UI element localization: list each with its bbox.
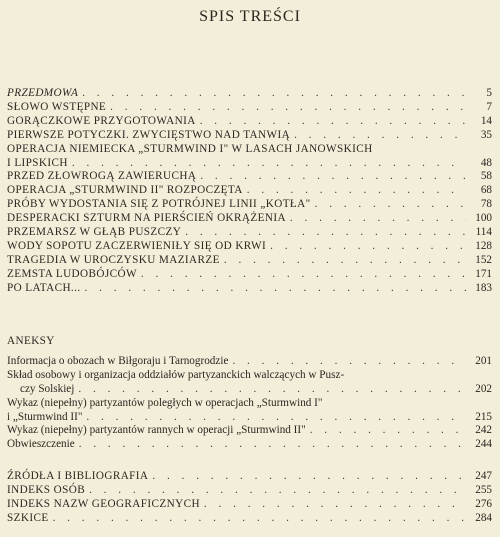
dot-leader [53, 512, 466, 526]
dot-leader [78, 383, 466, 397]
dot-leader [224, 254, 466, 268]
toc-entry [7, 212, 492, 226]
toc-entry [7, 157, 492, 171]
toc-entry [7, 268, 492, 282]
back-matter-list [7, 470, 492, 526]
toc-entry-title: czy Solskiej [20, 382, 75, 395]
toc-entry-title: I LIPSKICH [7, 156, 68, 169]
toc-entry-title: OPERACJA NIEMIECKA „STURMWIND I" W LASACH JANOWSKICH [7, 142, 373, 155]
dot-leader [185, 226, 466, 240]
toc-entry-page: 255 [475, 483, 492, 496]
dot-leader [310, 424, 466, 438]
toc-entry [7, 143, 492, 157]
toc-entry-title: INDEKS NAZW GEOGRAFICZNYCH [7, 497, 200, 510]
toc-entry-title: Wykaz (niepełny) partyzantów rannych w operacji „Sturmwind II" [7, 424, 306, 437]
toc-entry-page: 58 [480, 170, 492, 183]
toc-entry-page: 242 [475, 424, 492, 437]
toc-entry [7, 424, 492, 438]
toc-entry-title: PRÓBY WYDOSTANIA SIĘ Z POTRÓJNEJ LINII „KOTŁA" [7, 198, 311, 211]
dot-leader [86, 411, 466, 425]
toc-entry-page: 68 [480, 184, 492, 197]
toc-entry-page: 201 [475, 354, 492, 367]
dot-leader [82, 87, 466, 101]
toc-entry-title: TRAGEDIA W UROCZYSKU MAZIARZE [7, 253, 220, 266]
toc-entry [7, 470, 492, 484]
dot-leader [204, 498, 466, 512]
toc-entry-page: 7 [486, 100, 492, 113]
toc-entry-page: 5 [486, 87, 492, 99]
dot-leader [232, 355, 466, 369]
dot-leader [315, 198, 466, 212]
toc-entry-title: GORĄCZKOWE PRZYGOTOWANIA [7, 114, 196, 127]
toc-entry-title: Informacja o obozach w Biłgoraju i Tarnogrodzie [7, 354, 229, 367]
toc-entry [7, 226, 492, 240]
toc-entry-title: INDEKS OSÓB [7, 483, 86, 496]
dot-leader [110, 101, 466, 115]
toc-entry-title: PRZEDMOWA [7, 87, 79, 99]
toc-entry-page: 183 [475, 281, 492, 294]
dot-leader [200, 170, 466, 184]
toc-entry-title: DESPERACKI SZTURM NA PIERŚCIEŃ OKRĄŻENIA [7, 212, 286, 225]
toc-entry-title: Obwieszczenie [7, 438, 75, 451]
dot-leader [152, 470, 466, 484]
dot-leader [290, 212, 466, 226]
toc-entry [7, 484, 492, 498]
toc-entry-title: PRZED ZŁOWROGĄ ZAWIERUCHĄ [7, 170, 197, 183]
toc-entry-title: OPERACJA „STURMWIND II" ROZPOCZĘTA [7, 184, 243, 197]
chapters-list [7, 87, 492, 296]
toc-entry [7, 101, 492, 115]
toc-entry-title: i „Sturmwind II" [7, 410, 83, 423]
toc-entry [7, 170, 492, 184]
dot-leader [85, 282, 466, 296]
toc-entry-page: 35 [480, 128, 492, 141]
toc-entry [7, 512, 492, 526]
appendix-list [7, 335, 492, 452]
toc-entry [7, 254, 492, 268]
toc-entry [7, 369, 492, 383]
toc-entry [7, 129, 492, 143]
toc-entry-title: SZKICE [7, 511, 49, 524]
dot-leader [270, 240, 466, 254]
dot-leader [79, 438, 466, 452]
toc-entry-title: WODY SOPOTU ZACZERWIENIŁY SIĘ OD KRWI [7, 239, 267, 252]
page-title: SPIS TREŚCI [199, 8, 301, 25]
dot-leader [200, 115, 466, 129]
toc-entry-page: 128 [475, 239, 492, 252]
toc-entry [7, 87, 492, 101]
toc-entry-page: 48 [480, 156, 492, 169]
toc-entry-page: 100 [475, 212, 492, 225]
toc-entry-page: 202 [475, 382, 492, 395]
toc-entry-page: 171 [475, 267, 492, 280]
toc-entry-title: ZEMSTA LUDOBÓJCÓW [7, 267, 137, 280]
toc-entry [7, 383, 492, 397]
toc-entry-title: PIERWSZE POTYCZKI. ZWYCIĘSTWO NAD TANWIĄ [7, 128, 291, 141]
toc-entry [7, 438, 492, 452]
toc-entry-page: 276 [475, 497, 492, 510]
dot-leader [141, 268, 466, 282]
toc-entry [7, 198, 492, 212]
toc-entry-title: Skład osobowy i organizacja oddziałów partyzanckich walczących w Pusz- [7, 368, 345, 381]
toc-entry-title: Wykaz (niepełny) partyzantów poległych w operacjach „Sturmwind I" [7, 396, 323, 409]
toc-entry [7, 397, 492, 411]
toc-entry [7, 282, 492, 296]
dot-leader [89, 484, 466, 498]
aneksy-heading: ANEKSY [7, 335, 55, 347]
toc-entry-page: 244 [475, 438, 492, 451]
toc-entry-title: PRZEMARSZ W GŁĄB PUSZCZY [7, 226, 182, 239]
toc-entry-page: 152 [475, 253, 492, 266]
toc-entry-page: 284 [475, 511, 492, 524]
dot-leader [294, 129, 466, 143]
toc-entry-page: 247 [475, 470, 492, 482]
toc-entry [7, 498, 492, 512]
toc-entry-page: 14 [480, 114, 492, 127]
toc-entry [7, 355, 492, 369]
toc-entry [7, 411, 492, 425]
toc-entry-title: ŹRÓDŁA I BIBLIOGRAFIA [7, 470, 149, 482]
dot-leader [247, 184, 466, 198]
toc-entry [7, 115, 492, 129]
toc-entry-page: 78 [480, 198, 492, 211]
dot-leader [72, 157, 466, 171]
toc-entry-page: 215 [475, 410, 492, 423]
toc-entry-page: 114 [475, 226, 492, 239]
toc-entry-title: SŁOWO WSTĘPNE [7, 100, 107, 113]
toc-entry-title: PO LATACH... [7, 281, 81, 294]
toc-entry [7, 184, 492, 198]
toc-entry [7, 240, 492, 254]
